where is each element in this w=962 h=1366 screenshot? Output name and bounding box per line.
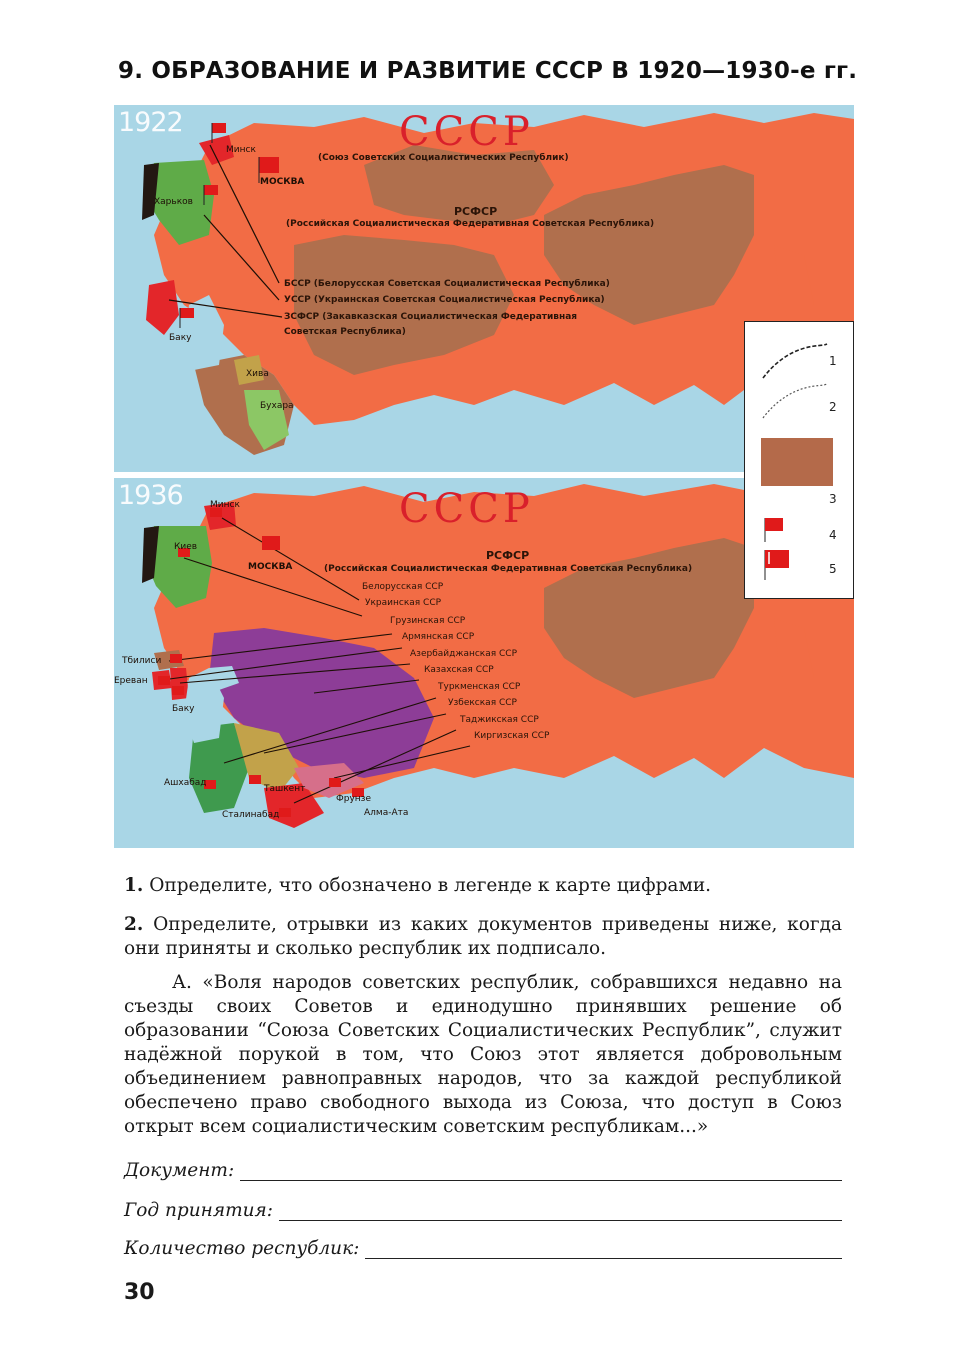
map-1922-heading: СССР bbox=[399, 109, 534, 155]
city-label: Тбилиси bbox=[122, 656, 162, 666]
question-2-text: Определите, отрывки из каких документов приведены ниже, когда они приняты и сколько республик их подписало. bbox=[124, 914, 842, 959]
year-answer-line[interactable] bbox=[279, 1202, 842, 1221]
city-label: Баку bbox=[169, 333, 192, 343]
city-label: Киев bbox=[174, 542, 198, 552]
map-1936-republic-label: Узбекская ССР bbox=[448, 698, 517, 708]
legend-number: 4 bbox=[829, 528, 837, 542]
azerbaijan-ssr bbox=[170, 668, 189, 700]
city-label: Алма-Ата bbox=[364, 808, 409, 818]
year-field[interactable] bbox=[124, 1200, 842, 1221]
map-1936-republic-label: Украинская ССР bbox=[365, 598, 442, 608]
city-label: МОСКВА bbox=[260, 177, 305, 187]
map-1922-republic-label: ЗСФСР (Закавказская Социалистическая Федеративная bbox=[284, 312, 578, 322]
question-1-text: Определите, что обозначено в легенде к карте цифрами. bbox=[149, 875, 712, 896]
legend-number: 5 bbox=[829, 562, 837, 576]
question-2-number: 2. bbox=[124, 914, 144, 935]
legend-number: 3 bbox=[829, 492, 837, 506]
map-1936-rsfsr-short: РСФСР bbox=[486, 549, 530, 562]
map-1922-rsfsr-short: РСФСР bbox=[454, 205, 498, 218]
city-label: Минск bbox=[226, 145, 256, 155]
map-1936-republic-label: Таджикская ССР bbox=[460, 715, 539, 725]
map-1936-republic-label: Армянская ССР bbox=[402, 632, 475, 642]
map-1936-heading: СССР bbox=[399, 486, 534, 532]
border-line-1-icon bbox=[763, 344, 827, 378]
year-field-label: Год принятия: bbox=[124, 1200, 274, 1221]
flag-large-icon bbox=[765, 550, 789, 580]
document-field-label: Документ: bbox=[124, 1160, 235, 1181]
map-1922-republic-label: БССР (Белорусская Советская Социалистическая Республика) bbox=[284, 279, 610, 289]
city-label: Минск bbox=[210, 500, 240, 510]
map-1936-republic-label: Белорусская ССР bbox=[362, 582, 444, 592]
city-label: Харьков bbox=[154, 197, 193, 207]
city-label: Баку bbox=[172, 704, 195, 714]
city-label: Ташкент bbox=[264, 784, 306, 794]
map-1936-republic-label: Азербайджанская ССР bbox=[410, 649, 518, 659]
map-1936-year: 1936 bbox=[118, 480, 183, 511]
count-field[interactable] bbox=[124, 1238, 842, 1259]
flag-small-icon bbox=[765, 518, 783, 542]
page-number: 30 bbox=[124, 1280, 155, 1305]
map-1936-rsfsr-full: (Российская Социалистическая Федеративная Советская Республика) bbox=[324, 564, 693, 574]
page-title: 9. ОБРАЗОВАНИЕ И РАЗВИТИЕ СССР В 1920—1930-е гг. bbox=[118, 58, 858, 84]
map-1936-republic-label: Туркменская ССР bbox=[438, 682, 521, 692]
city-label: МОСКВА bbox=[248, 562, 293, 572]
document-quote: А. «Воля народов советских республик, собравшихся недавно на съезды своих Советов и единодушно принявших решение об образовании “Союза Советских Социалистических Республик”, служит надёжной порукой в том, что Союз этот является добровольным объединением равноправных народов, что за каждой республикой обеспечено право свободного выхода из Союза, что доступ в Союз открыт всем социалистическим советским республикам...» bbox=[124, 972, 842, 1137]
map-1922-year: 1922 bbox=[118, 107, 183, 138]
map-1922-republic-label: Советская Республика) bbox=[284, 327, 406, 337]
legend-number: 1 bbox=[829, 354, 837, 368]
territory-swatch-icon bbox=[761, 438, 833, 486]
border-line-2-icon bbox=[763, 384, 827, 418]
document-answer-line[interactable] bbox=[240, 1162, 842, 1181]
count-field-label: Количество республик: bbox=[124, 1238, 360, 1259]
city-label: Сталинабад bbox=[222, 810, 280, 820]
map-1922 bbox=[114, 105, 854, 472]
city-label: Хива bbox=[246, 369, 269, 379]
map-1936-republic-label: Грузинская ССР bbox=[390, 616, 466, 626]
legend-number: 2 bbox=[829, 400, 837, 414]
map-1922-subheading: (Союз Советских Социалистических Республик) bbox=[318, 153, 569, 163]
map-1936-republic-label: Киргизская ССР bbox=[474, 731, 550, 741]
map-1936-canvas bbox=[114, 478, 854, 848]
map-1922-rsfsr-full: (Российская Социалистическая Федеративная Советская Республика) bbox=[286, 219, 655, 229]
map-1936-republic-label: Казахская ССР bbox=[424, 665, 494, 675]
map-legend bbox=[744, 321, 854, 599]
city-label: Бухара bbox=[260, 401, 294, 411]
city-label: Ереван bbox=[114, 676, 148, 686]
map-1922-republic-label: УССР (Украинская Советская Социалистическая Республика) bbox=[284, 295, 605, 305]
question-1-number: 1. bbox=[124, 875, 144, 896]
legend-symbols bbox=[745, 322, 853, 598]
question-1 bbox=[124, 874, 842, 898]
count-answer-line[interactable] bbox=[365, 1240, 842, 1259]
city-label: Ашхабад bbox=[164, 778, 207, 788]
city-label: Фрунзе bbox=[336, 794, 371, 804]
document-field[interactable] bbox=[124, 1160, 842, 1181]
question-2 bbox=[124, 913, 842, 961]
map-1936 bbox=[114, 478, 854, 848]
